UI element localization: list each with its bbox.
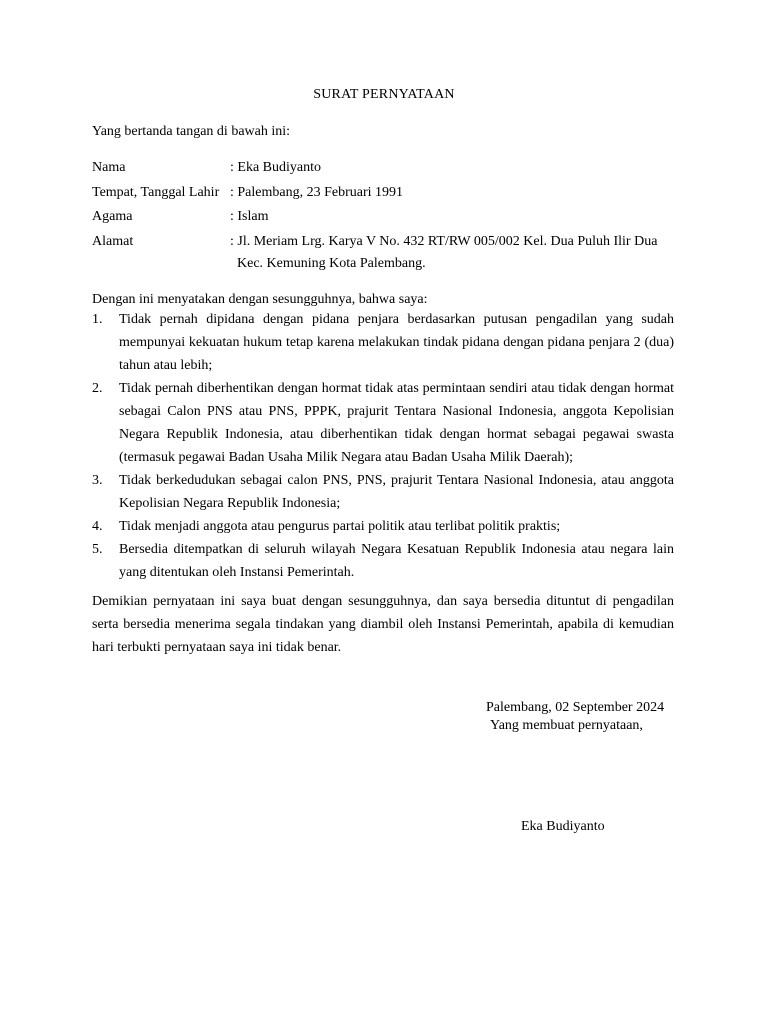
list-number: 1.	[92, 312, 103, 327]
list-number: 3.	[92, 473, 103, 488]
identity-value: : Eka Budiyanto	[230, 160, 321, 175]
closing-paragraph: Demikian pernyataan ini saya buat dengan sesungguhnya, dan saya bersedia dituntut di pengadilan serta bersedia menerima segala tindakan yang diambil oleh Instansi Pemerintah, apabila di kemudian hari terbukti pernyataan saya ini tidak benar.	[92, 594, 674, 655]
identity-row-religion	[92, 206, 682, 228]
list-item	[92, 538, 674, 584]
list-text: Tidak berkedudukan sebagai calon PNS, PNS, prajurit Tentara Nasional Indonesia, atau anggota Kepolisian Negara Republik Indonesia;	[119, 473, 674, 511]
list-number: 2.	[92, 381, 103, 396]
statement-list	[92, 308, 674, 584]
signer-name: Eka Budiyanto	[521, 819, 605, 834]
identity-value: : Palembang, 23 Februari 1991	[230, 184, 404, 200]
identity-value: : Islam	[230, 209, 269, 224]
list-text: Tidak pernah diberhentikan dengan hormat tidak atas permintaan sendiri atau tidak dengan hormat sebagai Calon PNS atau PNS, PPPK, prajurit Tentara Nasional Indonesia, anggota Kepolisian Negara Republik Indonesia, atau diberhentikan tidak dengan hormat sebagai pegawai swasta (termasuk pegawai Badan Usaha Milik Negara atau Badan Usaha Milik Daerah);	[119, 381, 674, 465]
identity-value-wrap	[230, 231, 682, 275]
identity-value-wrap	[230, 182, 682, 204]
identity-value: : Jl. Meriam Lrg. Karya V No. 432 RT/RW 005/002 Kel. Dua Puluh Ilir Dua Kec. Kemuning Kota Palembang.	[230, 233, 658, 271]
maker-label: Yang membuat pernyataan,	[490, 718, 643, 733]
identity-label: Tempat, Tanggal Lahir	[92, 184, 220, 200]
declaration-intro: Dengan ini menyatakan dengan sesungguhnya, bahwa saya:	[92, 292, 428, 307]
list-text: Tidak pernah dipidana dengan pidana penjara berdasarkan putusan pengadilan yang sudah mempunyai kekuatan hukum tetap karena melakukan tindak pidana dengan pidana penjara 2 (dua) tahun atau lebih;	[119, 312, 674, 373]
identity-label: Agama	[92, 209, 133, 224]
list-text: Bersedia ditempatkan di seluruh wilayah Negara Kesatuan Republik Indonesia atau negara lain yang ditentukan oleh Instansi Pemerintah.	[119, 542, 674, 580]
identity-row-address	[92, 231, 682, 275]
list-number: 5.	[92, 542, 103, 557]
identity-table	[92, 157, 682, 277]
identity-label: Nama	[92, 160, 126, 175]
list-item	[92, 308, 674, 377]
list-item	[92, 515, 674, 538]
list-number: 4.	[92, 519, 103, 534]
identity-value-wrap	[230, 206, 682, 228]
intro-text: Yang bertanda tangan di bawah ini:	[92, 124, 291, 139]
identity-label: Alamat	[92, 233, 134, 249]
list-item	[92, 377, 674, 469]
identity-row-name	[92, 157, 682, 179]
identity-row-birth	[92, 182, 682, 204]
document-title: SURAT PERNYATAAN	[313, 87, 455, 102]
list-text: Tidak menjadi anggota atau pengurus partai politik atau terlibat politik praktis;	[119, 519, 561, 534]
place-date: Palembang, 02 September 2024	[486, 700, 665, 715]
list-item	[92, 469, 674, 515]
identity-value-wrap	[230, 157, 682, 179]
